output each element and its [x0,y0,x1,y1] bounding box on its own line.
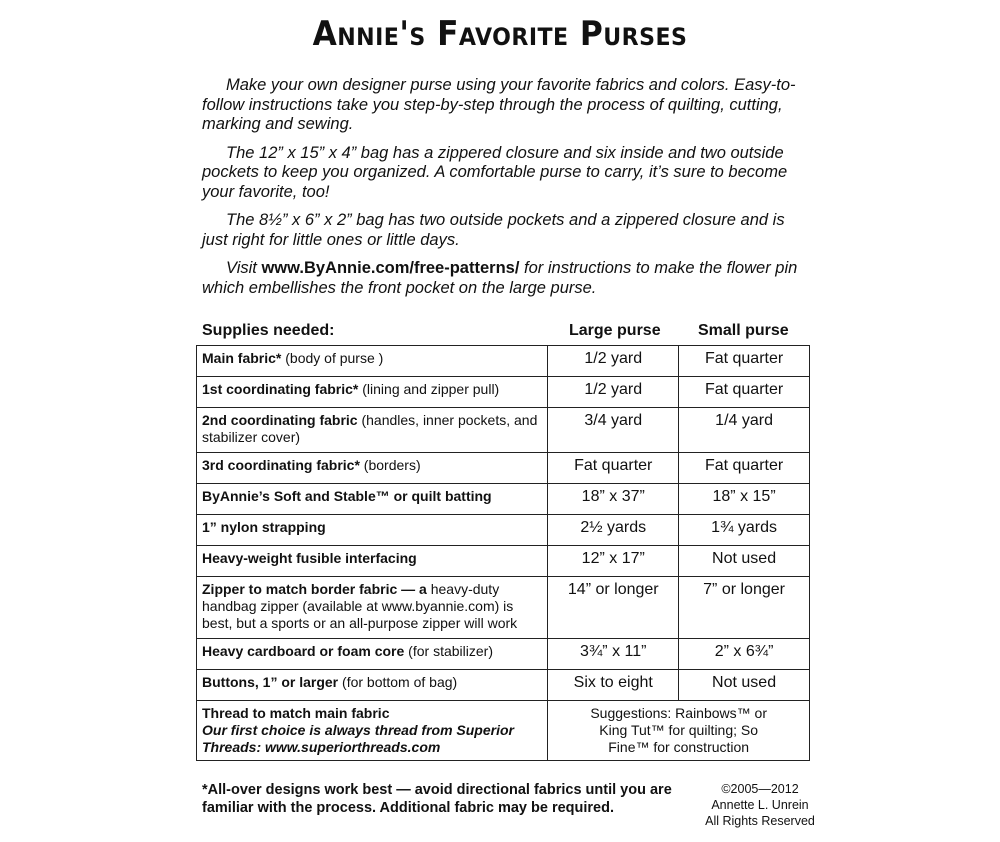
thread-suggestions [548,701,810,761]
copyright-rights: All Rights Reserved [705,814,815,828]
supply-item [197,346,548,377]
intro-paragraph-1: Make your own designer purse using your favorite fabrics and colors. Easy-to-follow instructions take you step-by-step through the process of quilting, cutting, marking and sewing. [202,76,796,133]
table-row [197,377,810,408]
supply-item-name: Heavy-weight fusible interfacing [202,550,417,566]
table-row [197,453,810,484]
large-purse-amount: 14” or longer [548,577,679,639]
table-row [197,346,810,377]
supply-item [197,577,548,639]
small-purse-amount: 1/4 yard [679,408,810,453]
copyright [690,781,830,829]
large-purse-amount: 12” x 17” [548,546,679,577]
supply-item-detail: heavy-duty handbag zipper (available at www.byannie.com) is best, but a sports or an all-purpose zipper will work [202,581,518,631]
supply-item-name: 3rd coordinating fabric* [202,457,360,473]
thread-title: Thread to match main fabric [202,705,390,721]
supply-item-detail: (handles, inner pockets, and stabilizer cover) [202,412,538,445]
table-row [197,701,810,761]
large-purse-amount: 18” x 37” [548,484,679,515]
small-purse-amount: 18” x 15” [679,484,810,515]
table-row [197,546,810,577]
supply-item [197,639,548,670]
supply-item-name: Buttons, 1” or larger [202,674,339,690]
table-row [197,670,810,701]
small-purse-heading: Small purse [698,322,789,339]
supply-item-name: 2nd coordinating fabric [202,412,358,428]
visit-url-link[interactable]: www.ByAnnie.com/free-patterns/ [261,259,520,277]
large-purse-amount: Six to eight [548,670,679,701]
thread-item [197,701,548,761]
page-title: Annie's Favorite Purses [312,14,688,54]
table-row [197,577,810,639]
supply-item [197,377,548,408]
table-row [197,515,810,546]
supply-item [197,546,548,577]
supply-item-detail: (borders) [359,457,421,473]
supply-item-name: Heavy cardboard or foam core [202,643,405,659]
visit-paragraph [202,259,812,298]
supply-item-detail: (for bottom of bag) [338,674,458,690]
small-purse-amount: 2” x 6¾” [679,639,810,670]
copyright-years: ©2005—2012 [721,782,799,796]
thread-note: Our first choice is always thread from Superior Threads: www.superiorthreads.com [202,722,514,755]
copyright-author: Annette L. Unrein [711,798,809,812]
supply-item [197,670,548,701]
large-purse-amount: 2½ yards [548,515,679,546]
large-purse-amount: 3/4 yard [548,408,679,453]
supply-item-detail: (body of purse ) [281,350,384,366]
large-purse-amount: 3¾” x 11” [548,639,679,670]
supplies-table [196,345,810,761]
supply-item-name: Zipper to match border fabric — a [202,581,427,597]
supply-item-name: Main fabric* [202,350,282,366]
visit-pre: Visit [226,259,262,277]
small-purse-amount: 1¾ yards [679,515,810,546]
intro-paragraph-3: The 8½” x 6” x 2” bag has two outside pockets and a zippered closure and is just right for little ones or little days. [202,211,785,249]
footnote: *All-over designs work best — avoid directional fabrics until you are familiar with the process. Additional fabric may be required. [202,782,672,816]
supply-item [197,453,548,484]
large-purse-amount: 1/2 yard [548,377,679,408]
small-purse-amount: Fat quarter [679,346,810,377]
small-purse-amount: Not used [679,546,810,577]
large-purse-amount: 1/2 yard [548,346,679,377]
supply-item-detail: (lining and zipper pull) [358,381,500,397]
intro-paragraph-2: The 12” x 15” x 4” bag has a zippered closure and six inside and two outside pockets to keep you organized. A comfortable purse to carry, it’s sure to become your favorite, too! [202,143,788,201]
supply-item [197,484,548,515]
supply-item-name: 1” nylon strapping [202,519,326,535]
visit-post: for instructions to make the flower pin which embellishes the front pocket on the large purse. [202,259,798,297]
supply-item-name: 1st coordinating fabric* [202,381,359,397]
table-row [197,484,810,515]
small-purse-amount: 7” or longer [679,577,810,639]
large-purse-amount: Fat quarter [548,453,679,484]
large-purse-heading: Large purse [569,322,661,339]
thread-suggestions-text: Suggestions: Rainbows™ or King Tut™ for quilting; So Fine™ for construction [590,705,767,755]
table-row [197,639,810,670]
supply-item-name: ByAnnie’s Soft and Stable™ or quilt batting [202,488,492,504]
supplies-heading: Supplies needed: [202,322,335,339]
small-purse-amount: Fat quarter [679,453,810,484]
table-row [197,408,810,453]
intro-text [202,76,812,307]
small-purse-amount: Not used [679,670,810,701]
small-purse-amount: Fat quarter [679,377,810,408]
supply-item [197,408,548,453]
supply-item-detail: (for stabilizer) [404,643,493,659]
supply-item [197,515,548,546]
